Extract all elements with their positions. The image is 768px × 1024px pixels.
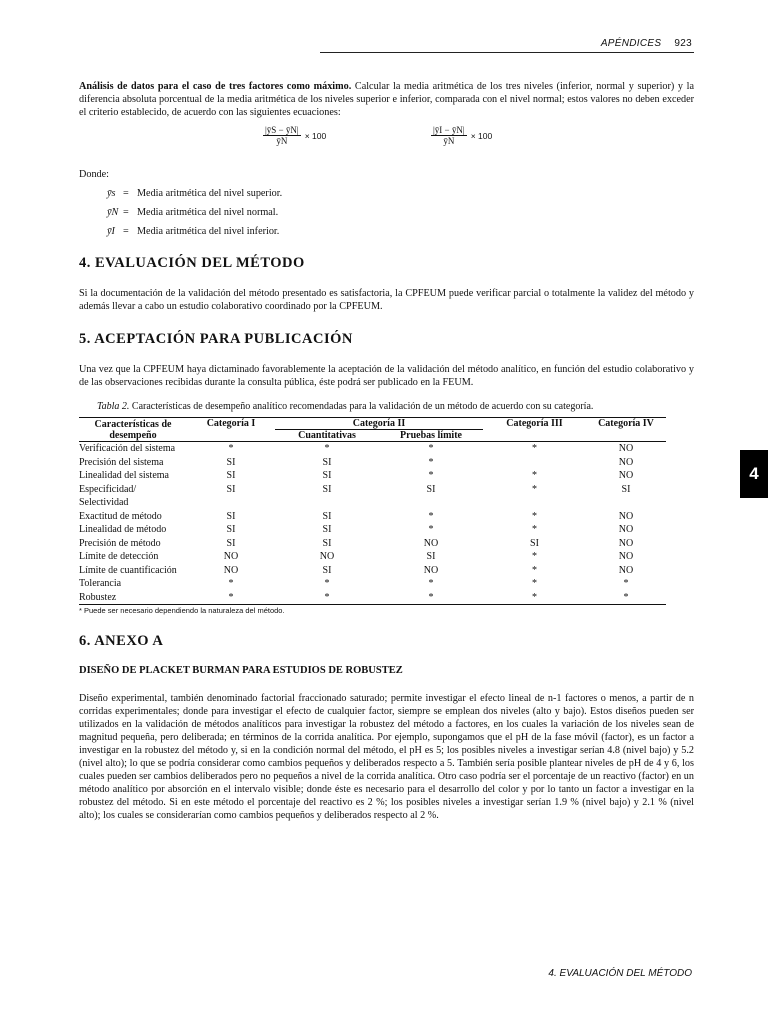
table-cell: SI [426, 551, 436, 562]
table-cell: NO [618, 537, 634, 549]
equation-inferior [431, 125, 492, 146]
table-cell: NO [423, 537, 439, 549]
row-label: Especificidad/ Selectividad [79, 483, 137, 508]
table-cell: NO [618, 551, 634, 562]
table-cell: * [428, 443, 434, 454]
eq1-multiplier: × 100 [304, 130, 327, 141]
table-cell: * [228, 443, 234, 454]
table-cell: * [428, 456, 434, 468]
running-footer: 4. EVALUACIÓN DEL MÉTODO [548, 968, 692, 979]
intro-bold: Análisis de datos para el caso de tres factores como máximo. [79, 81, 352, 92]
table-cell: * [324, 578, 330, 589]
table-cell: SI [322, 483, 332, 495]
running-header [601, 38, 692, 49]
row-label: Linealidad de método [79, 524, 167, 535]
table-cell: NO [618, 470, 634, 481]
definition-normal: ȳN = Media aritmética del nivel normal. [107, 207, 279, 218]
table-row [79, 523, 666, 537]
table-cell: * [532, 578, 537, 589]
table-cell: * [324, 591, 330, 603]
table-row [79, 456, 666, 470]
row-label: Verificación del sistema [79, 443, 176, 454]
table-row [79, 550, 666, 564]
table-row [79, 483, 666, 510]
eq2-denominator: ȳN [443, 136, 455, 146]
page-content [79, 80, 694, 822]
chapter-tab: 4 [740, 450, 768, 498]
header-cat3: Categoría III [483, 418, 586, 442]
row-label: Límite de cuantificación [79, 564, 177, 576]
table-cell: NO [618, 510, 634, 522]
table-cell: SI [226, 483, 236, 495]
section-5-title: 5. ACEPTACIÓN PARA PUBLICACIÓN [79, 331, 353, 347]
table-row [79, 577, 666, 591]
table-cell: * [532, 470, 537, 481]
table-cell: * [428, 524, 434, 535]
table-cell: * [623, 578, 629, 589]
header-cat1: Categoría I [187, 418, 275, 442]
page-number: 923 [674, 38, 692, 49]
table-cell: * [532, 551, 537, 562]
table-cell: * [428, 591, 434, 603]
caption-label: Tabla 2. [97, 401, 130, 412]
table-cell: * [532, 483, 537, 495]
row-label: Tolerancia [79, 578, 122, 589]
eq2-multiplier: × 100 [470, 130, 493, 141]
table-cell: NO [618, 443, 634, 454]
table-cell: SI [226, 510, 236, 522]
definition-inferior: ȳI = Media aritmética del nivel inferior. [107, 226, 280, 237]
table-row [79, 510, 666, 524]
table-cell: * [428, 510, 434, 522]
row-label: Linealidad del sistema [79, 470, 169, 481]
eq1-numerator: |ȳS − ȳN| [265, 125, 299, 135]
table-cell: * [228, 578, 234, 589]
table-cell: NO [223, 551, 239, 562]
row-label: Precisión del sistema [79, 456, 164, 468]
table-cell: SI [621, 483, 631, 495]
table-cell: * [532, 524, 537, 535]
table-row [79, 469, 666, 483]
table-cell: SI [322, 524, 332, 535]
section-4-text: Si la documentación de la validación del método presentado es satisfactoria, la CPFEUM puede verificar parcial o totalmente la validez del método y además llevar a cabo un estudio colaborativo coordinado por la CPFEUM. [79, 288, 694, 312]
table-footnote: * Puede ser necesario dependiendo la naturaleza del método. [79, 606, 285, 615]
header-cat2: Categoría II [275, 418, 483, 430]
table-cell: SI [226, 470, 236, 481]
table-cell: SI [530, 537, 539, 549]
table-cell: * [532, 564, 537, 576]
donde-label: Donde: [79, 169, 109, 180]
table-cell: SI [322, 456, 332, 468]
table-cell: SI [226, 537, 236, 549]
table-cell: SI [226, 456, 236, 468]
table-caption [97, 401, 694, 412]
table-cell: NO [423, 564, 439, 576]
caption-text: Características de desempeño analítico recomendadas para la validación de un método de acuerdo con su categoría. [129, 401, 594, 412]
row-label: Precisión de método [79, 537, 161, 549]
equation-superior [263, 125, 326, 146]
header-cat2-limit: Pruebas límite [379, 430, 483, 442]
section-6-subtitle: DISEÑO DE PLACKET BURMAN PARA ESTUDIOS DE ROBUSTEZ [79, 665, 403, 676]
eq1-denominator: ȳN [276, 136, 288, 146]
table-cell: NO [618, 564, 634, 576]
section-5-text: Una vez que la CPFEUM haya dictaminado favorablemente la aceptación de la validación del método analítico, en función del estudio colaborativo y de las observaciones recibidas durante la consulta pública, éste podrá ser publicado en la FEUM. [79, 364, 694, 388]
table-cell: * [532, 591, 537, 603]
table-cell: * [428, 578, 434, 589]
table-cell: SI [322, 537, 332, 549]
equations [79, 125, 694, 165]
table-row [79, 564, 666, 578]
table-cell: SI [322, 510, 332, 522]
definition-superior: ȳs = Media aritmética del nivel superior. [107, 188, 283, 199]
performance-table [79, 417, 666, 605]
row-label: Límite de detección [79, 551, 159, 562]
table-row [79, 591, 666, 605]
table-cell [483, 456, 586, 470]
header-section: APÉNDICES [600, 38, 662, 49]
table-cell: * [532, 510, 537, 522]
table-cell: SI [426, 483, 436, 495]
header-rule [320, 52, 694, 53]
header-cat2-quantitative: Cuantitativas [275, 430, 379, 442]
table-cell: * [623, 591, 629, 603]
table-cell: NO [618, 524, 634, 535]
table-cell: * [532, 443, 537, 454]
row-label: Robustez [79, 591, 117, 603]
table-cell: * [228, 591, 234, 603]
row-label: Exactitud de método [79, 510, 162, 522]
intro-paragraph [79, 80, 694, 119]
intro-text: Calcular la media aritmética de los tres niveles (inferior, normal y superior) y la diferencia absoluta porcentual de la media aritmética de los niveles superior e inferior, comparada con el nivel normal; estos valores no deben exceder el criterio establecido, de acuerdo con las siguientes ecuaciones: [79, 81, 694, 118]
table-cell: SI [226, 524, 236, 535]
table-row [79, 537, 666, 551]
table-cell: NO [618, 456, 634, 468]
eq2-numerator: |ȳI − ȳN| [433, 125, 465, 135]
table-cell: * [324, 443, 330, 454]
table-cell: NO [319, 551, 335, 562]
table-cell: * [428, 470, 434, 481]
table-row [79, 442, 666, 456]
section-6-title: 6. ANEXO A [79, 633, 164, 649]
header-cat4: Categoría IV [586, 418, 666, 442]
section-6-text: Diseño experimental, también denominado factorial fraccionado saturado; permite investigar el efecto lineal de n-1 factores o menos, a partir de n corridas experimentales; donde para investigar el efecto de cualquier factor, siempre se emplean dos niveles (alto y bajo). Estos diseños pueden ser utilizados en la validación de métodos analíticos para investigar la robustez del método a factores, en los cuales la variación de los niveles sean de magnitud pequeña, pero deliberada; en términos de la corrida analítica. Por ejemplo, supongamos que el pH de la fase móvil (factor), es un factor a investigar en la robustez del método y, si en la condición normal del método, el pH es 5; los posibles niveles a investigar serían 4.8 (nivel bajo) y 5.2 (nivel alto); lo que se podría considerar como cambios pequeños y deliberados respecto a 5. También sería posible plantear niveles de pH de 4 y 6, los cuales pueden ser cambios deliberados pero no pequeños a nivel de la corrida analítica. Otro caso podría ser el porcentaje de un reactivo (factor) en un método analítico por absorción en el intervalo visible; donde éste es necesario para el desarrollo del color y por lo tanto un factor a investigar en la robustez del método. Si en este método el porcentaje del reactivo es 2 %; los posibles niveles a investigar serían 1.9 % (nivel bajo) y 2.1 % (nivel alto); los cuales se considerarían como cambios pequeños y deliberados respecto al 2 %. [79, 693, 694, 821]
table-cell: SI [322, 470, 332, 481]
table-cell: SI [322, 564, 332, 576]
section-4-title: 4. EVALUACIÓN DEL MÉTODO [79, 255, 305, 271]
header-characteristics: Características de desempeño [79, 418, 187, 442]
table-cell: NO [223, 564, 239, 576]
table-body [79, 442, 666, 605]
